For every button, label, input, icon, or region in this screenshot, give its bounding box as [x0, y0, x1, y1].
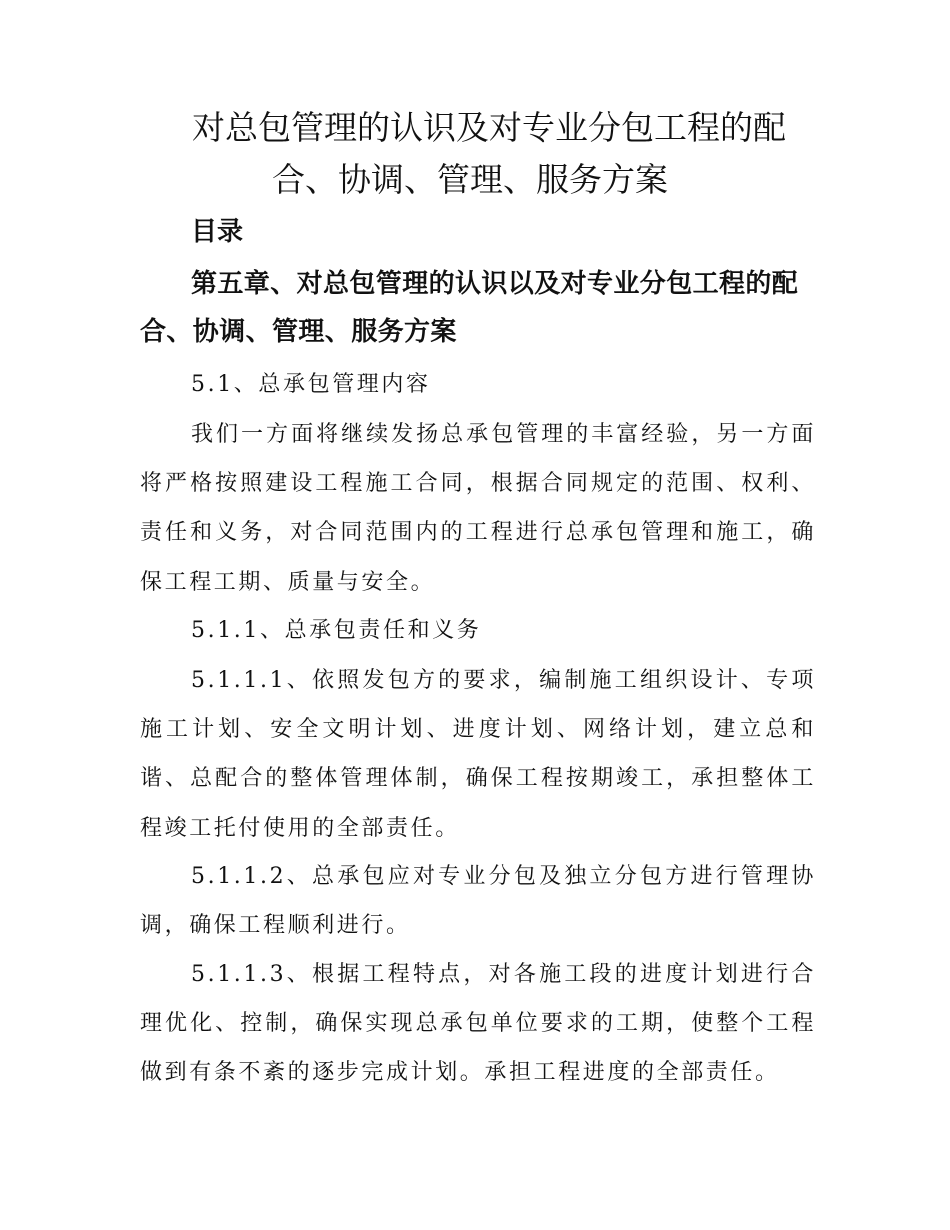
- document-title-line-2: 合、协调、管理、服务方案: [272, 160, 668, 199]
- chapter-heading: 第五章、对总包管理的认识以及对专业分包工程的配合、协调、管理、服务方案: [140, 269, 799, 347]
- paragraph-5-1-1-2: 5.1.1.2、总承包应对专业分包及独立分包方进行管理协调，确保工程顺利进行。: [140, 864, 816, 939]
- paragraph-5-1-1-3: 5.1.1.3、根据工程特点，对各施工段的进度计划进行合理优化、控制，确保实现总承包单位要求的工期，使整个工程做到有条不紊的逐步完成计划。承担工程进度的全部责任。: [140, 962, 816, 1086]
- document-title-line-1: 对总包管理的认识及对专业分包工程的配: [192, 108, 786, 147]
- document-title: [140, 102, 816, 206]
- section-heading-5-1-1: 5.1.1、总承包责任和义务: [191, 618, 482, 643]
- table-of-contents-label: 目录: [191, 217, 244, 247]
- paragraph-5-1-1-1: 5.1.1.1、依照发包方的要求，编制施工组织设计、专项施工计划、安全文明计划、进度计划、网络计划，建立总和谐、总配合的整体管理体制，确保工程按期竣工，承担整体工程竣工托付使用的全部责任。: [140, 668, 816, 841]
- section-heading-5-1: 5.1、总承包管理内容: [191, 372, 431, 397]
- paragraph-intro: 我们一方面将继续发扬总承包管理的丰富经验，另一方面将严格按照建设工程施工合同，根据合同规定的范围、权利、责任和义务，对合同范围内的工程进行总承包管理和施工，确保工程工期、质量与安全。: [140, 422, 816, 595]
